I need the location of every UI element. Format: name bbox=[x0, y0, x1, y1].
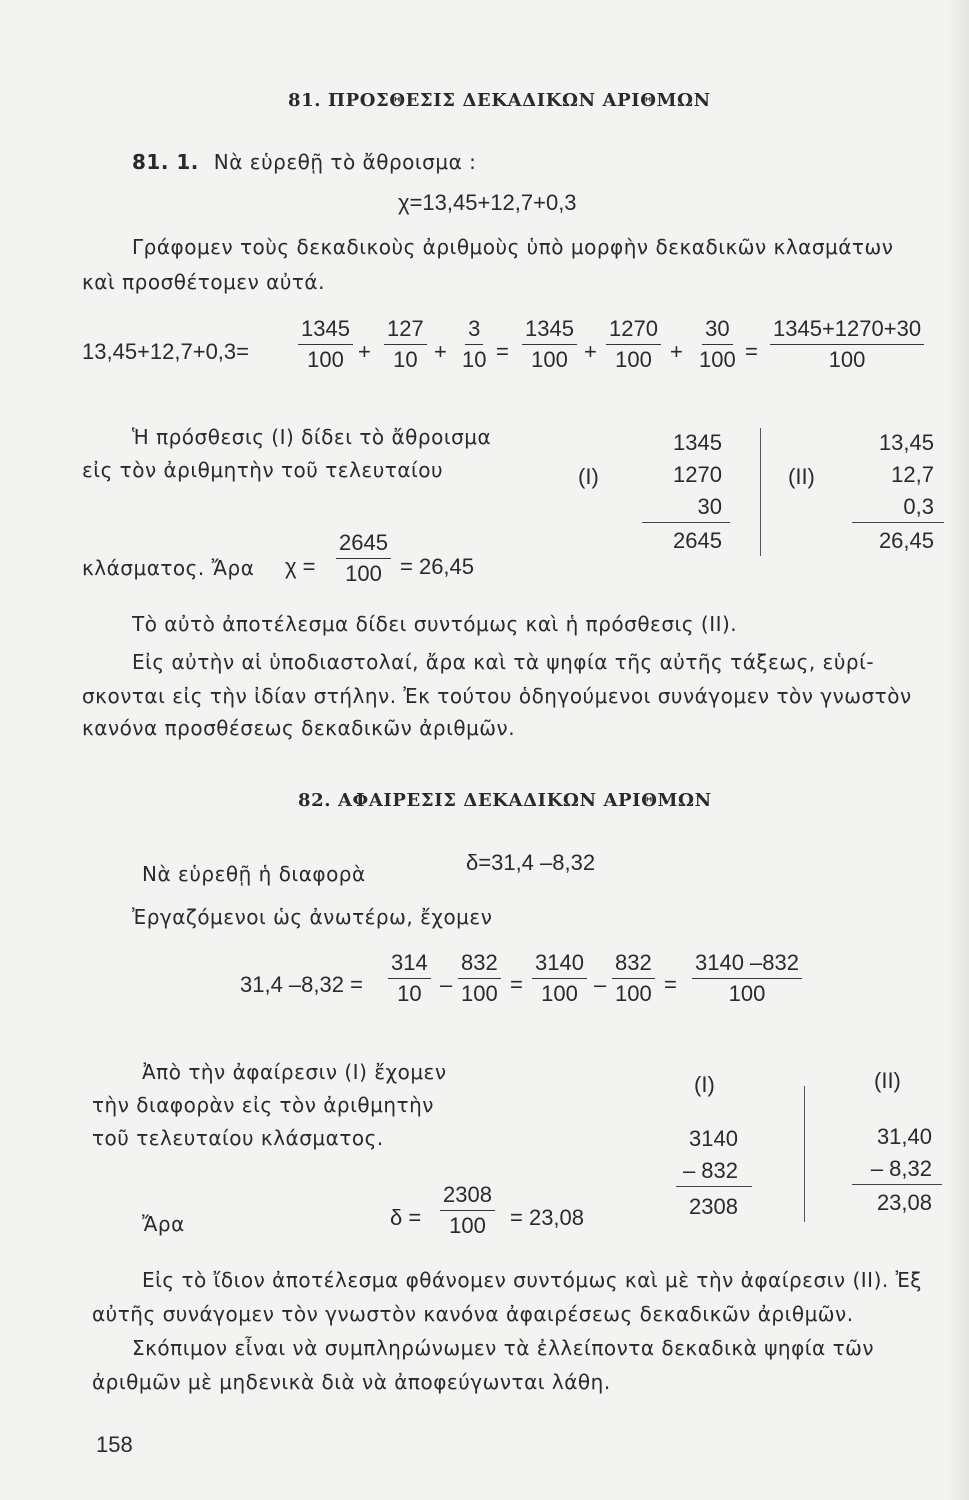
col-I-minuend: 3140 bbox=[689, 1126, 738, 1151]
final-paragraph-line-3: Σκόπιμον εἶναι νὰ συμπληρώνωμεν τὰ ἐλλείποντα δεκαδικὰ ψηφία τῶν bbox=[132, 1336, 875, 1360]
label-II: (ΙΙ) bbox=[788, 464, 815, 489]
col-I-subtrahend: – 832 bbox=[682, 1158, 738, 1183]
equation-lhs: 13,45+12,7+0,3= bbox=[82, 339, 249, 364]
explanation-line-1: Ἀπὸ τὴν ἀφαίρεσιν (Ι) ἔχομεν bbox=[142, 1060, 447, 1084]
section-81-heading: 81. ΠΡΟΣΘΕΣΙΣ ΔΕΚΑΔΙΚΩΝ ΑΡΙΘΜΩΝ bbox=[288, 90, 711, 111]
col-II-subtrahend: – 8,32 bbox=[870, 1156, 932, 1181]
find-difference-text: Νὰ εὑρεθῇ ἡ διαφορὰ bbox=[142, 862, 366, 886]
fraction-127-10: $\frac{127}{10}$ bbox=[384, 316, 427, 373]
fraction-832-100: $\frac{832}{100}$ bbox=[458, 950, 501, 1007]
ara-word: Ἄρα bbox=[142, 1212, 185, 1236]
minus-sign: – bbox=[440, 972, 453, 997]
paragraph-1-line-1: Γράφομεν τοὺς δεκαδικοὺς ἀριθμοὺς ὑπὸ μορφὴν δεκαδικῶν κλασμάτων bbox=[132, 235, 894, 259]
col-I-sum: 2645 bbox=[673, 528, 722, 553]
paragraph-1-line-2: καὶ προσθέτομεν αὐτά. bbox=[82, 270, 325, 294]
final-paragraph-line-4: ἀριθμῶν μὲ μηδενικὰ διὰ νὰ ἀποφεύγωνται λάθη. bbox=[92, 1370, 611, 1394]
fraction-832-100: $\frac{832}{100}$ bbox=[612, 950, 655, 1007]
label-I: (Ι) bbox=[694, 1072, 715, 1097]
explanation-line-2: τὴν διαφορὰν εἰς τὸν ἀριθμητὴν bbox=[92, 1093, 434, 1117]
fraction-1270-100: $\frac{1270}{100}$ bbox=[606, 316, 661, 373]
plus-sign: + bbox=[584, 339, 597, 364]
fraction-30-100: $\frac{30}{100}$ bbox=[699, 316, 736, 372]
working-text: Ἐργαζόμενοι ὡς ἀνωτέρω, ἔχομεν bbox=[132, 905, 493, 929]
fraction-difference-over-100: $\frac{3140 -832}{100}$ bbox=[692, 950, 802, 1007]
explanation-line-2: εἰς τὸν ἀριθμητὴν τοῦ τελευταίου bbox=[82, 458, 444, 482]
plus-sign: + bbox=[670, 339, 683, 364]
col-II-row-3: 0,3 bbox=[903, 494, 934, 519]
page-edge-shadow bbox=[947, 0, 969, 1500]
paragraph-2-line-4: κανόνα προσθέσεως δεκαδικῶν ἀριθμῶν. bbox=[82, 716, 516, 740]
equals-sign: = bbox=[496, 339, 509, 364]
result-value: = 26,45 bbox=[400, 554, 475, 579]
label-II: (ΙΙ) bbox=[874, 1068, 901, 1093]
col-I-row-1: 1345 bbox=[673, 430, 722, 455]
result-value: = 23,08 bbox=[510, 1205, 585, 1230]
result-fraction: $\frac{2645}{100}$ bbox=[336, 530, 391, 587]
paragraph-2-line-3: σκονται εἰς τὴν ἰδίαν στήλην. Ἐκ τούτου ὁδηγούμενοι συνάγομεν τὸν γνωστὸν bbox=[82, 684, 912, 708]
column-divider bbox=[804, 1086, 805, 1222]
page-number: 158 bbox=[96, 1432, 133, 1457]
result-variable-delta: δ = bbox=[390, 1205, 422, 1230]
col-II-minuend: 31,40 bbox=[876, 1124, 932, 1149]
section-82-heading: 82. ΑΦΑΙΡΕΣΙΣ ΔΕΚΑΔΙΚΩΝ ΑΡΙΘΜΩΝ bbox=[298, 790, 712, 811]
col-I-difference: 2308 bbox=[689, 1194, 738, 1219]
col-II-row-2: 12,7 bbox=[891, 462, 934, 487]
minus-sign: – bbox=[594, 972, 607, 997]
col-II-row-1: 13,45 bbox=[878, 430, 934, 455]
equation-lhs: 31,4 –8,32 = bbox=[240, 972, 363, 997]
fraction-3-10: $\frac{3}{10}$ bbox=[462, 316, 487, 372]
final-paragraph-line-1: Εἰς τὸ ἴδιον ἀποτέλεσμα φθάνομεν συντόμως καὶ μὲ τὴν ἀφαίρεσιν (ΙΙ). Ἐξ bbox=[142, 1268, 922, 1292]
exercise-81-1 bbox=[132, 150, 476, 174]
explanation-line-1: Ἡ πρόσθεσις (Ι) δίδει τὸ ἄθροισμα bbox=[132, 425, 492, 449]
exercise-number: 81. 1. bbox=[132, 150, 199, 174]
col-II-difference: 23,08 bbox=[876, 1190, 932, 1215]
equals-sign: = bbox=[745, 339, 758, 364]
sum-line-I bbox=[642, 522, 730, 523]
fraction-1345-100: $\frac{1345}{100}$ bbox=[522, 316, 577, 373]
col-I-row-2: 1270 bbox=[673, 462, 722, 487]
plus-sign: + bbox=[434, 339, 447, 364]
equals-sign: = bbox=[510, 972, 523, 997]
fraction-3140-100: $\frac{3140}{100}$ bbox=[532, 950, 587, 1007]
paragraph-2-line-1: Τὸ αὐτὸ ἀποτέλεσμα δίδει συντόμως καὶ ἡ πρόσθεσις (ΙΙ). bbox=[132, 612, 738, 636]
col-II-sum: 26,45 bbox=[878, 528, 934, 553]
fraction-sum-over-100: $\frac{1345+1270+30}{100}$ bbox=[770, 316, 924, 373]
difference-formula: δ=31,4 –8,32 bbox=[466, 850, 596, 875]
difference-line-I bbox=[676, 1186, 752, 1187]
equals-sign: = bbox=[664, 972, 677, 997]
col-I-row-3: 30 bbox=[697, 494, 722, 519]
plus-sign: + bbox=[358, 339, 371, 364]
fraction-1345-100: $\frac{1345}{100}$ bbox=[298, 316, 353, 373]
final-paragraph-line-2: αὐτῆς συνάγομεν τὸν γνωστὸν κανόνα ἀφαιρέσεως δεκαδικῶν ἀριθμῶν. bbox=[92, 1302, 854, 1326]
sum-line-II bbox=[852, 522, 944, 523]
exercise-text: Νὰ εὑρεθῇ τὸ ἄθροισμα : bbox=[213, 150, 477, 174]
explanation-line-3: τοῦ τελευταίου κλάσματος. bbox=[92, 1126, 384, 1150]
paragraph-2-line-2: Εἰς αὐτὴν αἱ ὑποδιαστολαί, ἄρα καὶ τὰ ψηφία τῆς αὐτῆς τάξεως, εὑρί- bbox=[132, 650, 875, 674]
fraction-314-10: $\frac{314}{10}$ bbox=[388, 950, 431, 1007]
explanation-line-3: κλάσματος. Ἄρα bbox=[82, 556, 255, 580]
label-I: (Ι) bbox=[578, 464, 599, 489]
sum-formula: χ=13,45+12,7+0,3 bbox=[398, 190, 577, 215]
column-divider bbox=[760, 428, 761, 556]
result-fraction: $\frac{2308}{100}$ bbox=[440, 1182, 495, 1239]
result-variable-x: χ = bbox=[285, 554, 316, 579]
difference-line-II bbox=[852, 1184, 942, 1185]
